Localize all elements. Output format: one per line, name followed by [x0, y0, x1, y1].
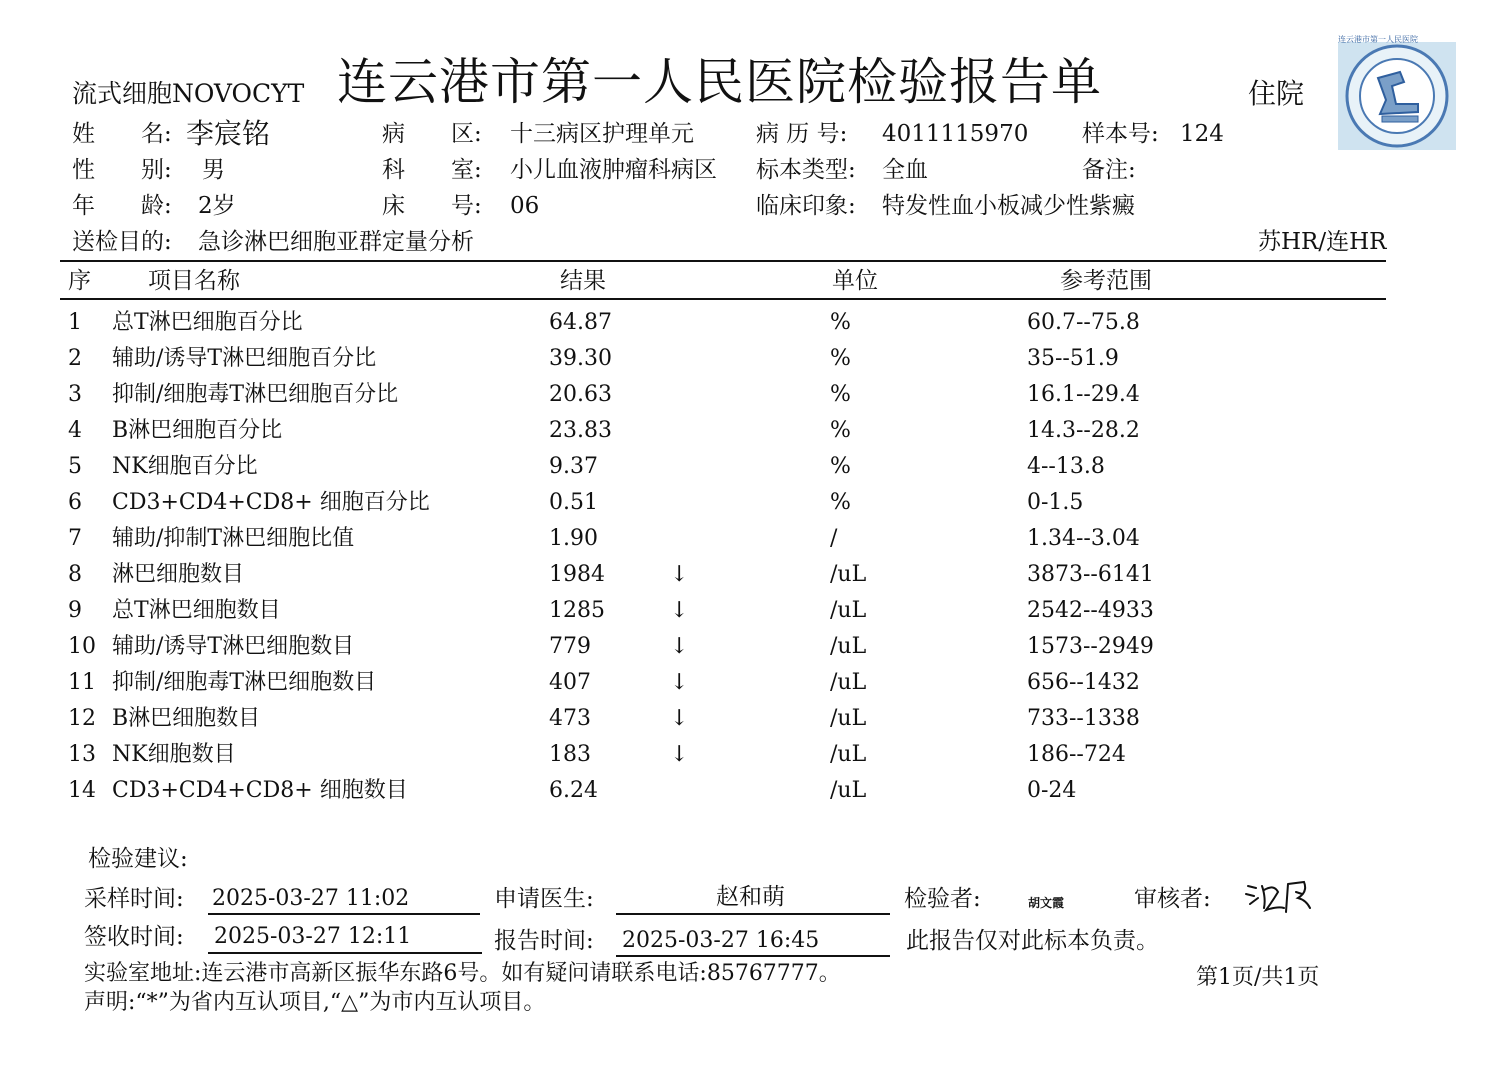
row-flag-low-arrow: ↓ — [670, 598, 689, 623]
row-range: 4--13.8 — [1027, 454, 1105, 479]
receive-time-label: 签收时间: — [84, 924, 184, 950]
row-item-name: 辅助/抑制T淋巴细胞比值 — [112, 526, 355, 551]
dept-label: 科 室: — [382, 157, 482, 183]
sample-value: 124 — [1180, 121, 1224, 147]
row-unit: % — [830, 382, 851, 407]
row-unit: /uL — [830, 562, 867, 587]
sample-time-value: 2025-03-27 11:02 — [212, 886, 410, 911]
report-time-value: 2025-03-27 16:45 — [622, 928, 820, 953]
row-result: 64.87 — [549, 310, 612, 335]
patient-type: 住院 — [1248, 77, 1305, 110]
patient-gender: 男 — [202, 157, 225, 183]
col-header-unit: 单位 — [832, 268, 878, 294]
row-range: 16.1--29.4 — [1027, 382, 1140, 407]
dept-value: 小儿血液肿瘤科病区 — [510, 157, 717, 183]
age-label: 年 龄: — [72, 193, 172, 219]
row-seq: 7 — [68, 526, 82, 551]
row-seq: 4 — [68, 418, 82, 443]
table-top-rule — [60, 260, 1386, 262]
row-item-name: 淋巴细胞数目 — [112, 562, 245, 587]
row-range: 14.3--28.2 — [1027, 418, 1140, 443]
tester-label: 检验者: — [904, 886, 981, 912]
row-item-name: 辅助/诱导T淋巴细胞百分比 — [112, 346, 377, 371]
row-item-name: NK细胞数目 — [112, 742, 236, 767]
row-range: 2542--4933 — [1027, 598, 1154, 623]
lab-address: 实验室地址:连云港市高新区振华东路6号。如有疑问请联系电话:85767777。 — [84, 961, 841, 986]
row-unit: % — [830, 418, 851, 443]
row-seq: 9 — [68, 598, 82, 623]
bed-label: 床 号: — [382, 193, 482, 219]
report-time-underline — [616, 955, 890, 957]
receive-time-underline — [208, 952, 482, 954]
receive-time-value: 2025-03-27 12:11 — [214, 924, 412, 949]
row-flag-low-arrow: ↓ — [670, 742, 689, 767]
row-result: 183 — [549, 742, 591, 767]
row-range: 733--1338 — [1027, 706, 1140, 731]
row-seq: 5 — [68, 454, 82, 479]
row-seq: 13 — [68, 742, 96, 767]
record-label: 病 历 号: — [756, 121, 848, 147]
row-range: 656--1432 — [1027, 670, 1140, 695]
row-seq: 3 — [68, 382, 82, 407]
row-result: 779 — [549, 634, 591, 659]
row-unit: % — [830, 310, 851, 335]
row-range: 1573--2949 — [1027, 634, 1154, 659]
advice-label: 检验建议: — [88, 846, 188, 872]
row-item-name: B淋巴细胞数目 — [112, 706, 261, 731]
logo-arc-text: 连云港市第一人民医院 — [1338, 35, 1418, 44]
reviewer-label: 审核者: — [1134, 886, 1211, 912]
row-result: 23.83 — [549, 418, 612, 443]
row-unit: % — [830, 454, 851, 479]
gender-label: 性 别: — [72, 157, 172, 183]
row-seq: 1 — [68, 310, 82, 335]
row-result: 39.30 — [549, 346, 612, 371]
row-range: 0-24 — [1027, 778, 1077, 803]
row-item-name: NK细胞百分比 — [112, 454, 258, 479]
bed-value: 06 — [510, 193, 540, 219]
row-range: 3873--6141 — [1027, 562, 1154, 587]
name-label: 姓 名: — [72, 121, 172, 147]
patient-age: 2岁 — [198, 193, 236, 219]
specimen-value: 全血 — [882, 157, 928, 183]
row-seq: 10 — [68, 634, 96, 659]
row-range: 186--724 — [1027, 742, 1126, 767]
report-title: 连云港市第一人民医院检验报告单 — [337, 53, 1102, 111]
row-seq: 2 — [68, 346, 82, 371]
row-unit: /uL — [830, 742, 867, 767]
row-item-name: B淋巴细胞百分比 — [112, 418, 283, 443]
row-flag-low-arrow: ↓ — [670, 706, 689, 731]
row-flag-low-arrow: ↓ — [670, 670, 689, 695]
row-unit: / — [830, 526, 838, 551]
sample-time-underline — [208, 913, 480, 915]
row-result: 20.63 — [549, 382, 612, 407]
record-value: 4011115970 — [882, 121, 1029, 147]
row-unit: /uL — [830, 778, 867, 803]
col-header-range: 参考范围 — [1060, 268, 1152, 294]
row-range: 0-1.5 — [1027, 490, 1084, 515]
clinical-value: 特发性血小板减少性紫癜 — [882, 193, 1135, 219]
patient-name: 李宸铭 — [186, 117, 271, 150]
row-unit: /uL — [830, 706, 867, 731]
row-result: 1285 — [549, 598, 605, 623]
col-header-result: 结果 — [560, 268, 606, 294]
col-header-name: 项目名称 — [148, 268, 240, 294]
ward-value: 十三病区护理单元 — [510, 121, 694, 147]
row-result: 1.90 — [549, 526, 598, 551]
sample-label: 样本号: — [1082, 121, 1159, 147]
row-range: 1.34--3.04 — [1027, 526, 1140, 551]
ward-label: 病 区: — [382, 121, 482, 147]
row-unit: /uL — [830, 670, 867, 695]
row-seq: 12 — [68, 706, 96, 731]
mutual-recognition: 苏HR/连HR — [1258, 229, 1387, 255]
row-item-name: 辅助/诱导T淋巴细胞数目 — [112, 634, 355, 659]
doctor-underline — [616, 913, 890, 915]
row-result: 6.24 — [549, 778, 598, 803]
page-number: 第1页/共1页 — [1196, 965, 1320, 990]
row-seq: 11 — [68, 670, 96, 695]
row-flag-low-arrow: ↓ — [670, 634, 689, 659]
report-time-label: 报告时间: — [494, 928, 594, 954]
instrument-name: 流式细胞NOVOCYT — [72, 79, 305, 108]
row-range: 60.7--75.8 — [1027, 310, 1140, 335]
tester-signature: 胡文霞 — [1028, 896, 1065, 910]
responsibility-note: 此报告仅对此标本负责。 — [906, 928, 1159, 954]
row-item-name: 抑制/细胞毒T淋巴细胞百分比 — [112, 382, 399, 407]
row-result: 9.37 — [549, 454, 598, 479]
row-result: 1984 — [549, 562, 605, 587]
row-result: 407 — [549, 670, 591, 695]
doctor-value: 赵和萌 — [716, 884, 785, 910]
purpose-label: 送检目的: — [72, 229, 172, 255]
col-header-seq: 序 — [68, 268, 91, 294]
doctor-label: 申请医生: — [494, 886, 594, 912]
row-unit: /uL — [830, 634, 867, 659]
row-flag-low-arrow: ↓ — [670, 562, 689, 587]
row-seq: 14 — [68, 778, 96, 803]
row-item-name: CD3+CD4+CD8+ 细胞数目 — [112, 778, 408, 803]
row-item-name: 抑制/细胞毒T淋巴细胞数目 — [112, 670, 377, 695]
mutual-statement: 声明:“*”为省内互认项目,“△”为市内互认项目。 — [84, 990, 546, 1015]
row-range: 35--51.9 — [1027, 346, 1119, 371]
clinical-label: 临床印象: — [756, 193, 856, 219]
row-item-name: 总T淋巴细胞数目 — [112, 598, 281, 623]
row-unit: % — [830, 490, 851, 515]
row-seq: 6 — [68, 490, 82, 515]
reviewer-signature — [1244, 878, 1320, 916]
table-header-rule — [60, 298, 1386, 300]
row-item-name: 总T淋巴细胞百分比 — [112, 310, 303, 335]
row-seq: 8 — [68, 562, 82, 587]
remark-label: 备注: — [1082, 157, 1136, 183]
row-result: 0.51 — [549, 490, 598, 515]
purpose-value: 急诊淋巴细胞亚群定量分析 — [198, 229, 474, 255]
row-result: 473 — [549, 706, 591, 731]
row-unit: % — [830, 346, 851, 371]
row-item-name: CD3+CD4+CD8+ 细胞百分比 — [112, 490, 430, 515]
row-unit: /uL — [830, 598, 867, 623]
sample-time-label: 采样时间: — [84, 886, 184, 912]
hospital-logo — [1338, 35, 1456, 150]
specimen-label: 标本类型: — [756, 157, 856, 183]
